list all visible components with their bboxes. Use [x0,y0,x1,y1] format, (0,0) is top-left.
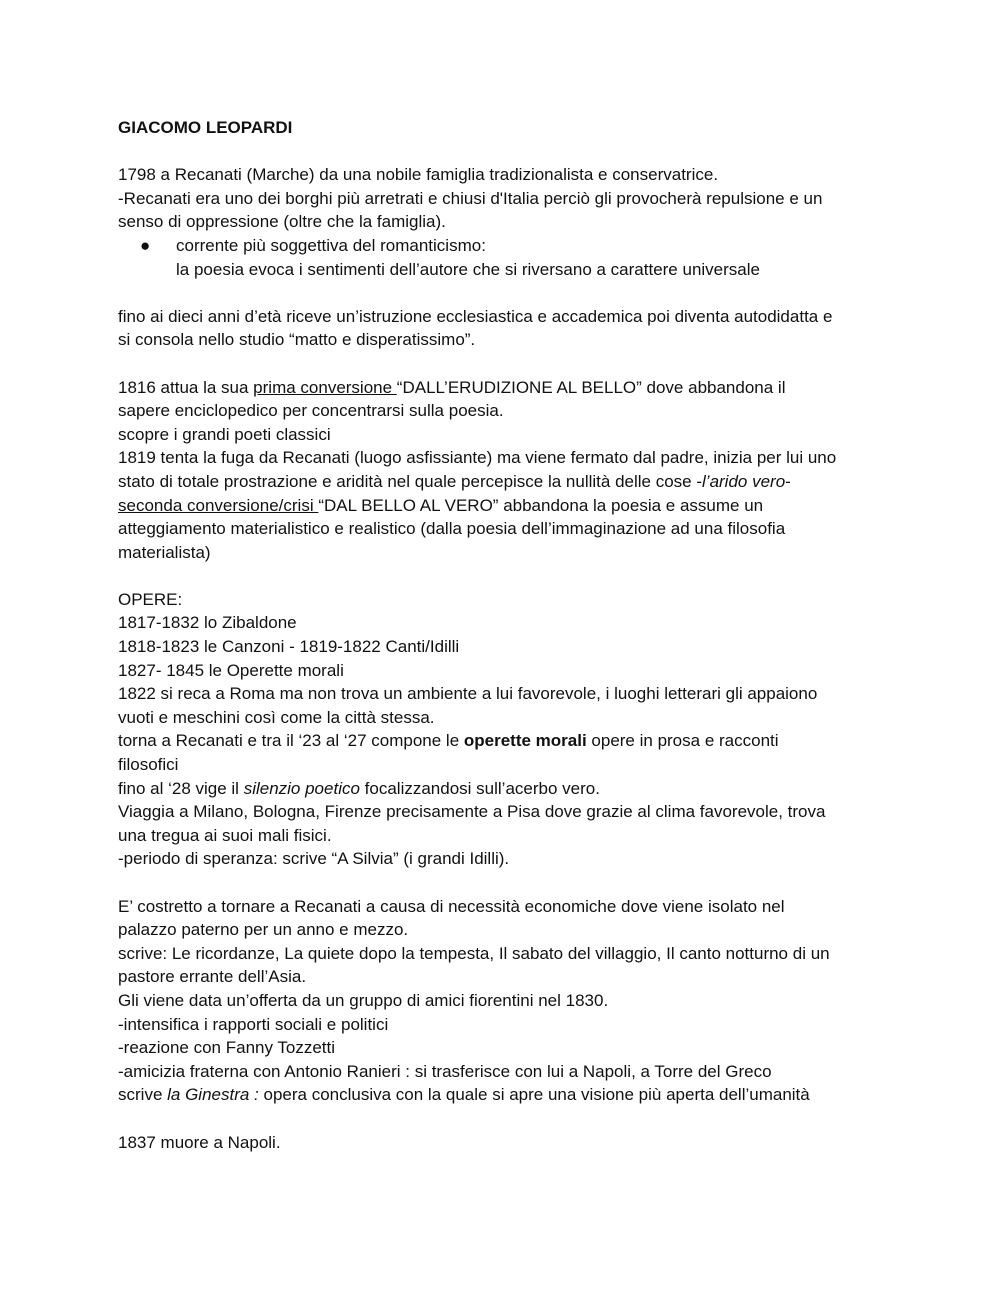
works-section [118,588,888,871]
education-paragraph [118,305,888,352]
text-line: materialista) [118,542,211,562]
text-line: Viaggia a Milano, Bologna, Firenze precisamente a Pisa dove grazie al clima favorevole, trova [118,802,826,822]
text-run: opera conclusiva con la quale si apre una visione più aperta dell’umanità [258,1085,810,1105]
text-line: si consola nello studio “matto e disperatissimo”. [118,330,476,350]
text-line: E’ costretto a tornare a Recanati a causa di necessità economiche dove viene isolato nel [118,896,785,916]
text-line: -periodo di speranza: scrive “A Silvia” (i grandi Idilli). [118,849,510,869]
text-line: una tregua ai suoi mali fisici. [118,825,332,845]
text-line: corrente più soggettiva del romanticismo: [176,235,486,255]
text-line [118,1083,888,1107]
text-run: focalizzandosi sull’acerbo vero. [359,778,600,798]
intro-paragraph [118,163,888,281]
text-line: scopre i grandi poeti classici [118,424,331,444]
text-line [118,376,888,400]
text-line: -Recanati era uno dei borghi più arretrati e chiusi d'Italia perciò gli provocherà repulsione e un [118,188,823,208]
text-line [118,777,888,801]
text-run: 1816 attua la sua [118,377,254,397]
work-item: 1818-1823 le Canzoni - 1819-1822 Canti/Idilli [118,637,460,657]
text-line: 1822 si reca a Roma ma non trova un ambiente a lui favorevole, i luoghi letterari gli appaiono [118,684,818,704]
work-item: 1827- 1845 le Operette morali [118,660,344,680]
bold-text: operette morali [463,731,587,751]
text-line: atteggiamento materialistico e realistico (dalla poesia dell’immaginazione ad una filosofia [118,519,786,539]
death-line: 1837 muore a Napoli. [118,1132,281,1152]
underlined-text: seconda conversione/crisi [118,495,319,515]
text-line: 1819 tenta la fuga da Recanati (luogo asfissiante) ma viene fermato dal padre, inizia per lui uno [118,448,837,468]
text-run: opere in prosa e racconti [586,731,779,751]
italic-text: silenzio poetico [243,778,360,798]
bullet-item [118,234,888,281]
work-item: 1817-1832 lo Zibaldone [118,613,297,633]
italic-text: la Ginestra : [167,1085,259,1105]
conversions-paragraph [118,376,888,565]
text-run: “DAL BELLO AL VERO” abbandona la poesia e assume un [318,495,764,515]
document-body [118,116,888,1154]
document-title: GIACOMO LEOPARDI [118,118,293,137]
text-line: fino ai dieci anni d’età riceve un’istruzione ecclesiastica e accademica poi diventa autodidatta e [118,306,833,326]
bullet-icon: ● [140,235,151,255]
text-line: palazzo paterno per un anno e mezzo. [118,920,409,940]
text-line: -intensifica i rapporti sociali e politici [118,1014,389,1034]
text-line [118,470,888,494]
italic-text: l’arido vero [702,471,786,491]
text-line: filosofici [118,755,179,775]
text-run: fino al ‘28 vige il [118,778,244,798]
text-line [118,729,888,753]
text-line: sapere enciclopedico per concentrarsi sulla poesia. [118,401,504,421]
text-line: pastore errante dell’Asia. [118,967,307,987]
later-life-paragraph [118,895,888,1107]
text-run: scrive [118,1085,168,1105]
text-line: la poesia evoca i sentimenti dell’autore che si riversano a carattere universale [176,259,760,279]
text-line: -reazione con Fanny Tozzetti [118,1038,336,1058]
text-line [118,494,888,518]
underlined-text: prima conversione [253,377,397,397]
text-line: Gli viene data un’offerta da un gruppo di amici fiorentini nel 1830. [118,990,609,1010]
text-line: senso di oppressione (oltre che la famiglia). [118,212,446,232]
text-line: vuoti e meschini così come la città stessa. [118,707,435,727]
section-heading: OPERE: [118,589,183,609]
text-run: stato di totale prostrazione e aridità nel quale percepisce la nullità delle cose - [118,471,703,491]
text-line: 1798 a Recanati (Marche) da una nobile famiglia tradizionalista e conservatrice. [118,165,719,185]
text-run: torna a Recanati e tra il ‘23 al ‘27 compone le [118,731,464,751]
text-run: “DALL’ERUDIZIONE AL BELLO” dove abbandona il [396,377,786,397]
text-line: -amicizia fraterna con Antonio Ranieri : si trasferisce con lui a Napoli, a Torre del Greco [118,1061,772,1081]
text-run: - [785,471,791,491]
text-line: scrive: Le ricordanze, La quiete dopo la tempesta, Il sabato del villaggio, Il canto notturno di un [118,943,830,963]
